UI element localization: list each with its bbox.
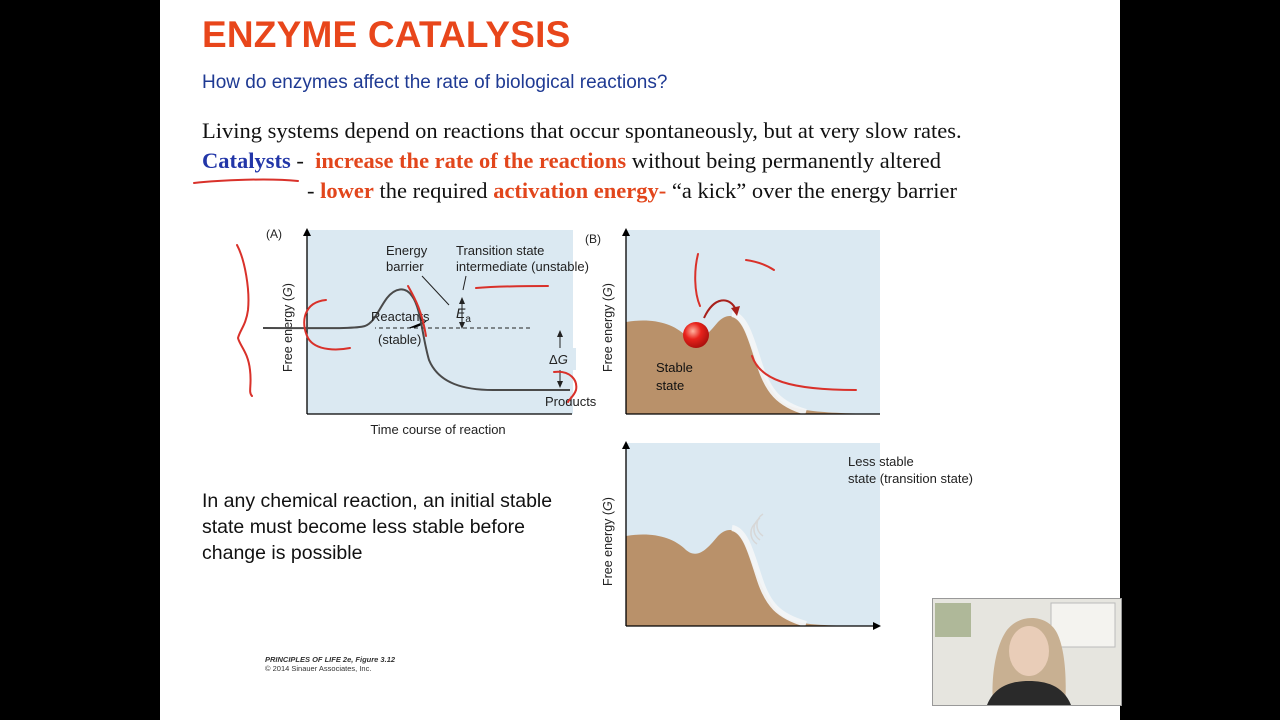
figure-c-transition-state [580,440,973,654]
figure-credit [265,655,395,673]
line3-dash: - [307,178,321,203]
figure-b-stable-line1: Stable [656,360,693,375]
activation-energy-highlight: activation energy- [493,178,667,203]
pen-brace-left [237,245,252,396]
body-line-2 [202,148,941,174]
increase-rate-highlight: increase the rate of the reactions [315,148,627,173]
credit-copyright: © 2014 Sinauer Associates, Inc. [265,664,372,673]
figure-a-energy-barrier-line2: barrier [386,259,424,274]
figure-b-panel-label: (B) [585,232,601,246]
presenter-video-frame [933,599,1121,705]
figure-a-delta-g-label: ΔG [549,352,568,367]
figure-a-ea-label: $E_a$ [456,305,471,325]
line3-mid: the required [373,178,494,203]
figure-b-y-label: Free energy (G) [601,283,615,372]
body-line-3 [307,178,957,204]
bottom-paragraph: In any chemical reaction, an initial stable state must become less stable before change is possible [202,490,553,564]
catalysts-separator: - [290,148,316,173]
lower-highlight: lower [320,178,374,203]
figure-a-transition-line1: Transition state [456,243,545,258]
figure-b-stable-state [580,226,880,422]
figure-b-ball [683,322,709,348]
plant-background [935,603,971,637]
pen-underline-catalysts [194,180,298,183]
figure-a-y-label: Free energy (G) [281,283,295,372]
catalysts-rest: without being permanently altered [626,148,941,173]
catalysts-term: Catalysts [202,148,291,173]
figure-b-stable-line2: state [656,378,685,393]
figure-c-less-stable-line2: state (transition state) [848,471,973,486]
figure-a-panel-label: (A) [266,227,282,241]
presenter-face [1009,626,1049,676]
figure-a-energy-diagram [260,226,597,446]
figure-a-products-label: Products [545,394,597,409]
slide-subtitle: How do enzymes affect the rate of biological reactions? [202,72,668,93]
body-line-1: Living systems depend on reactions that occur spontaneously, but at very slow rates. [202,118,962,143]
figure-c-y-label: Free energy (G) [601,497,615,586]
slide-title: ENZYME CATALYSIS [202,14,571,55]
figure-a-energy-barrier-line1: Energy [386,243,428,258]
figure-a-x-label: Time course of reaction [370,422,506,437]
line3-rest: “a kick” over the energy barrier [666,178,957,203]
figure-c-less-stable-line1: Less stable [848,454,914,469]
whiteboard-background [1051,603,1115,647]
figure-a-transition-line2: intermediate (unstable) [456,259,589,274]
figure-a-stable-label: (stable) [378,332,422,347]
presenter-webcam [932,598,1122,706]
figure-a-reactants-label: Reactants [371,309,430,324]
credit-citation: PRINCIPLES OF LIFE 2e, Figure 3.12 [265,655,396,664]
